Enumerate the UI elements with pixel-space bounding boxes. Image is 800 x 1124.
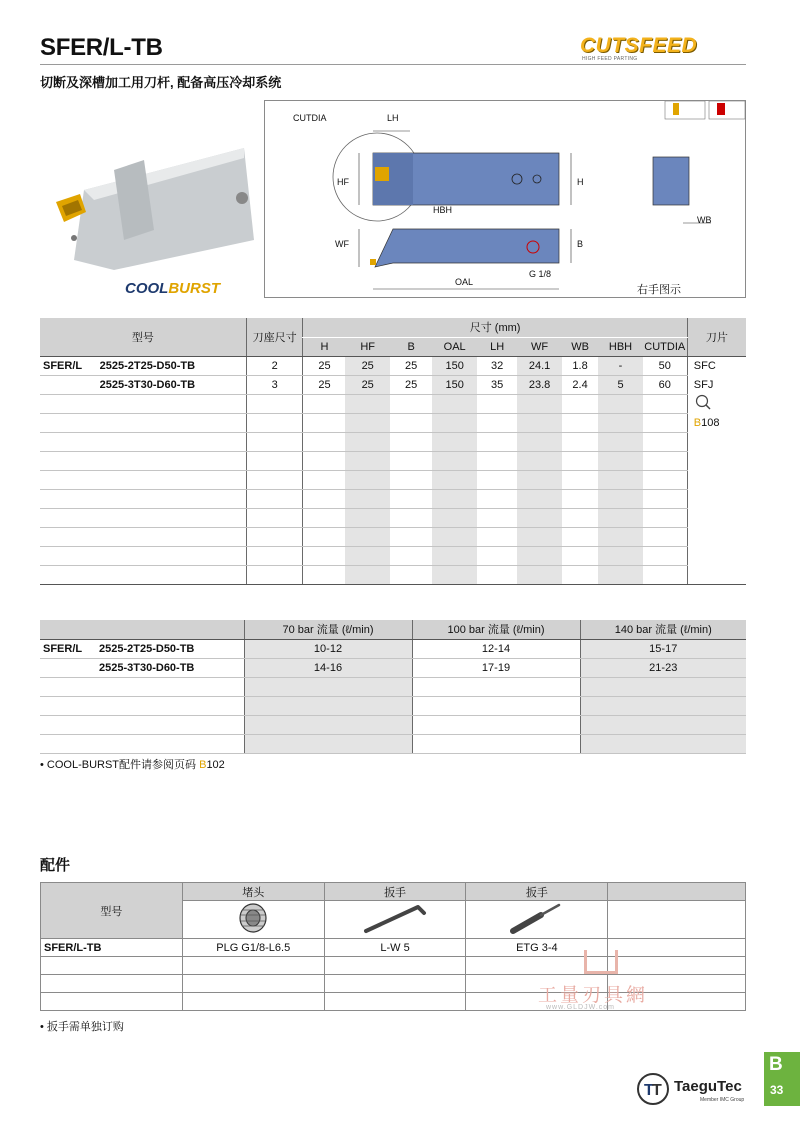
watermark-logo [584, 950, 618, 974]
table-row [41, 939, 746, 957]
flow-value: 12-14 [412, 639, 580, 658]
dimension-diagram [264, 100, 746, 298]
watermark-text: 工量刃具網 [538, 985, 649, 1006]
insert-sfj: SFJ [687, 375, 746, 394]
dim-value: 5 [598, 375, 643, 394]
dim-value: 25 [345, 356, 390, 375]
label-cutdia: CUTDIA [293, 113, 327, 123]
dim-value: 150 [432, 375, 477, 394]
table-row [40, 375, 746, 394]
header-rule [40, 64, 746, 65]
label-h: H [577, 177, 584, 187]
insert-page-ref: B108 [687, 413, 746, 432]
dim-value: 25 [303, 375, 345, 394]
flow-value: 14-16 [244, 658, 412, 677]
cutsfeed-logo-sub: HIGH FEED PARTING [582, 56, 638, 62]
table-row [40, 527, 746, 546]
right-hand-caption: 右手图示 [637, 284, 681, 296]
table-row [40, 639, 746, 658]
table-row [40, 715, 746, 734]
dim-col-hbh: HBH [598, 337, 643, 356]
label-lh: LH [387, 113, 399, 123]
seat-size: 2 [246, 356, 303, 375]
header-model: 型号 [40, 318, 246, 356]
dim-col-wf: WF [517, 337, 562, 356]
label-oal: OAL [455, 277, 474, 287]
catalog-ref-icon [687, 394, 746, 413]
flow-header-140bar: 140 bar 流量 (ℓ/min) [580, 620, 746, 639]
watermark-url: www.GLDJW.com [546, 1004, 616, 1011]
flow-header-100bar: 100 bar 流量 (ℓ/min) [412, 620, 580, 639]
flow-value: 15-17 [580, 639, 746, 658]
dim-col-h: H [303, 337, 345, 356]
table-row [40, 546, 746, 565]
table-row [40, 734, 746, 753]
wrench-order-note: • 扳手需单独订购 [40, 1021, 124, 1033]
header-seat: 刀座尺寸 [246, 318, 303, 356]
accessories-title: 配件 [40, 857, 71, 874]
header-dims: 尺寸 (mm) [303, 318, 687, 337]
label-wb: WB [697, 215, 712, 225]
table-row [40, 451, 746, 470]
dim-value: - [598, 356, 643, 375]
table-row [40, 432, 746, 451]
magnifier-book-icon [694, 394, 712, 410]
table-row [40, 658, 746, 677]
acc-model: SFER/L-TB [41, 939, 183, 957]
label-wf: WF [335, 239, 349, 249]
dim-col-b: B [390, 337, 432, 356]
acc-header-model: 型号 [41, 883, 183, 939]
plug-image [182, 901, 324, 939]
tool-holder-photo [44, 130, 260, 280]
model-prefix: SFER/L [40, 639, 98, 658]
hex-wrench-icon [360, 901, 430, 935]
taegutec-logo-icon [636, 1072, 670, 1106]
acc-header-plug: 堵头 [182, 883, 324, 901]
model-code: 2525-2T25-D50-TB [99, 356, 247, 375]
dim-col-hf: HF [345, 337, 390, 356]
company-subtitle: Member IMC Group [700, 1097, 745, 1103]
flow-header-70bar: 70 bar 流量 (ℓ/min) [244, 620, 412, 639]
dim-value: 60 [643, 375, 688, 394]
coolant-flow-table [40, 620, 746, 754]
seat-size: 3 [246, 375, 303, 394]
dim-value: 1.8 [562, 356, 598, 375]
dim-value: 25 [390, 356, 432, 375]
svg-text:T: T [644, 1082, 654, 1099]
flow-value: 10-12 [244, 639, 412, 658]
plug-icon [236, 901, 270, 935]
cutsfeed-logo: CUTSFEED [580, 34, 698, 57]
label-g18: G 1/8 [529, 269, 552, 279]
page-title: SFER/L-TB [40, 34, 163, 61]
table-row [40, 696, 746, 715]
insert-sfc: SFC [687, 356, 746, 375]
label-b: B [577, 239, 584, 249]
table-row [40, 394, 746, 413]
acc-header-wrench: 扳手 [324, 883, 466, 901]
header-insert: 刀片 [687, 318, 746, 356]
page-number: 33 [770, 1083, 784, 1097]
table-row [41, 957, 746, 975]
flow-value: 21-23 [580, 658, 746, 677]
table-row [40, 508, 746, 527]
dim-value: 2.4 [562, 375, 598, 394]
dim-col-wb: WB [562, 337, 598, 356]
spec-table [40, 318, 746, 585]
model-prefix: SFER/L [40, 356, 99, 375]
coolburst-logo: COOLBURST [125, 280, 221, 297]
dim-value: 25 [303, 356, 345, 375]
table-row [40, 565, 746, 584]
dim-value: 150 [432, 356, 477, 375]
dim-value: 35 [477, 375, 517, 394]
dim-col-oal: OAL [432, 337, 477, 356]
company-name: TaeguTec [674, 1078, 742, 1095]
dim-value: 25 [390, 375, 432, 394]
model-code: 2525-3T30-D60-TB [99, 375, 247, 394]
dim-col-lh: LH [477, 337, 517, 356]
dim-value: 32 [477, 356, 517, 375]
coolburst-note: • COOL-BURST配件请参阅页码 B102 [40, 759, 225, 771]
acc-value: ETG 3-4 [466, 939, 608, 957]
dim-value: 23.8 [517, 375, 562, 394]
table-row [40, 356, 746, 375]
model-code: 2525-3T30-D60-TB [98, 658, 244, 677]
flow-value: 17-19 [412, 658, 580, 677]
table-row [40, 489, 746, 508]
dimension-drawing [265, 101, 747, 299]
dim-value: 24.1 [517, 356, 562, 375]
table-row [40, 413, 746, 432]
svg-text:T: T [652, 1082, 662, 1099]
table-row [40, 470, 746, 489]
dim-value: 50 [643, 356, 688, 375]
torque-wrench-icon [507, 901, 567, 935]
acc-header-wrench-2: 扳手 [466, 883, 608, 901]
acc-value: L-W 5 [324, 939, 466, 957]
model-code: 2525-2T25-D50-TB [98, 639, 244, 658]
dim-col-cutdia: CUTDIA [643, 337, 688, 356]
page-tab [764, 1052, 800, 1106]
table-row [40, 677, 746, 696]
torque-wrench-image [466, 901, 608, 939]
hex-wrench-image [324, 901, 466, 939]
label-hbh: HBH [433, 205, 453, 215]
dim-value: 25 [345, 375, 390, 394]
section-letter: B [769, 1054, 783, 1075]
page-subtitle: 切断及深槽加工用刀杆, 配备高压冷却系统 [40, 75, 282, 90]
label-hf: HF [337, 177, 349, 187]
acc-value: PLG G1/8-L6.5 [182, 939, 324, 957]
